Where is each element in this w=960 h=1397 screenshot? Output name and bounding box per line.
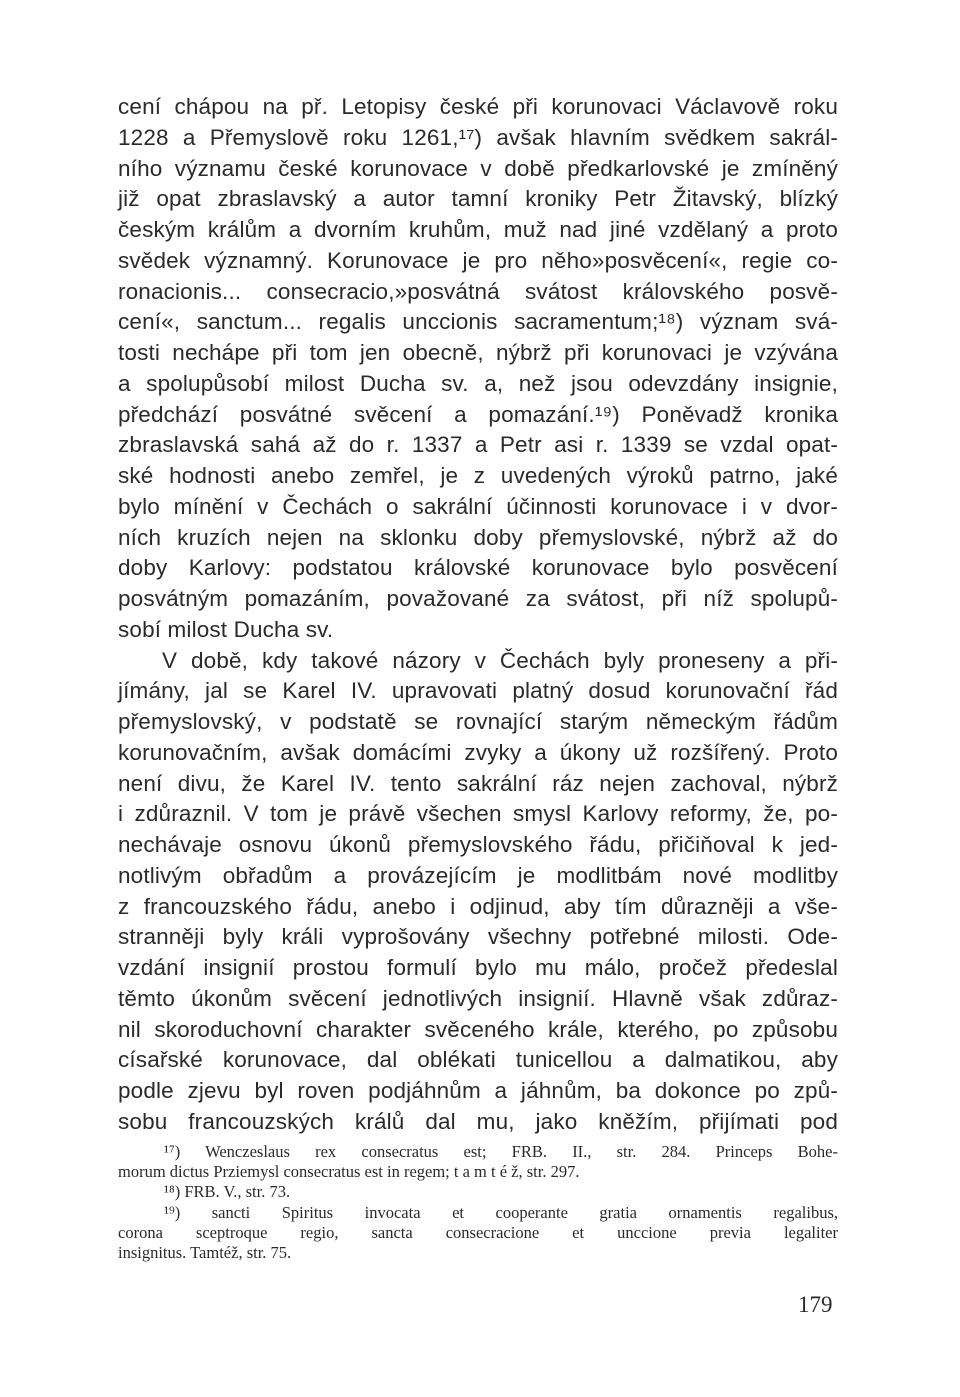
- text-line: ské hodnosti anebo zemřel, je z uvedených výroků patrno, jaké: [118, 463, 838, 488]
- text-line: českým králům a dvorním kruhům, muž nad jiné vzdělaný a proto: [118, 217, 838, 242]
- text-line: již opat zbraslavský a autor tamní kroniky Petr Žitavský, blízký: [118, 186, 838, 212]
- text-line: císařské korunovace, dal oblékati tunicellou a dalmatikou, aby: [118, 1047, 838, 1073]
- text-line: přemyslovský, v podstatě se rovnající starým německým řádům: [118, 709, 838, 734]
- text-line: nechávaje osnovu úkonů přemyslovského řádu, přičiňoval k jed-: [118, 832, 838, 857]
- text-line: cení chápou na př. Letopisy české při korunovaci Václavově roku: [118, 94, 838, 119]
- page-number: 179: [798, 1292, 833, 1317]
- footnote-19-line: corona sceptroque regio, sancta consecracione et unccione previa legaliter: [118, 1222, 838, 1242]
- footnote-17-line: ¹⁷) Wenczeslaus rex consecratus est; FRB. II., str. 284. Princeps Bohe-: [164, 1142, 838, 1161]
- text-line: ního významu české korunovace v době předkarlovské je zmíněný: [118, 155, 838, 181]
- body-text: [118, 92, 838, 1138]
- text-line: sobu francouzských králů dal mu, jako kněžím, přijímati pod: [118, 1108, 838, 1134]
- text-line: posvátným pomazáním, považované za svátost, při níž spolupů-: [118, 586, 838, 611]
- text-line: těmto úkonům svěcení jednotlivých insignií. Hlavně však zdůraz-: [118, 985, 838, 1011]
- footnotes: [118, 1142, 838, 1263]
- text-line: stranněji byly králi vyprošovány všechny potřebné milosti. Ode-: [118, 924, 838, 950]
- text-line: podle zjevu byl roven podjáhnům a jáhnům, ba dokonce po způ-: [118, 1078, 838, 1103]
- footnote-17-line: morum dictus Prziemysl consecratus est in regem; t a m t é ž, str. 297.: [118, 1162, 580, 1182]
- text-line: vzdání insignií prostou formulí bylo mu málo, pročež předeslal: [118, 955, 838, 980]
- text-line: nil skoroduchovní charakter svěceného krále, kterého, po způsobu: [118, 1016, 838, 1042]
- text-line: korunovačním, avšak domácími zvyky a úkony už rozšířený. Proto: [118, 739, 838, 765]
- text-line: svědek významný. Korunovace je pro něho»posvěcení«, regie co-: [118, 247, 838, 273]
- text-line: jímány, jal se Karel IV. upravovati platný dosud korunovační řád: [118, 678, 838, 704]
- text-line: a spolupůsobí milost Ducha sv. a, než jsou odevzdány insignie,: [118, 370, 838, 396]
- text-line: ronacionis... consecracio,»posvátná svátost královského posvě-: [118, 278, 838, 304]
- footnote-18-line: ¹⁸) FRB. V., str. 73.: [164, 1182, 291, 1202]
- text-line: ních kruzích nejen na sklonku doby přemyslovské, nýbrž až do: [118, 524, 838, 550]
- text-line: bylo mínění v Čechách o sakrální účinnosti korunovace i v dvor-: [118, 493, 838, 519]
- text-line: zbraslavská sahá až do r. 1337 a Petr asi r. 1339 se vzdal opat-: [118, 432, 838, 458]
- text-line: doby Karlovy: podstatou královské korunovace bylo posvěcení: [118, 555, 838, 581]
- text-line: z francouzského řádu, anebo i odjinud, aby tím důrazněji a vše-: [118, 893, 838, 919]
- text-line: předchází posvátné svěcení a pomazání.¹⁹) Poněvadž kronika: [118, 401, 838, 427]
- paragraph-start-line: V době, kdy takové názory v Čechách byly proneseny a při-: [162, 647, 838, 673]
- paragraph-end-line: sobí milost Ducha sv.: [118, 616, 334, 642]
- text-line: notlivým obřadům a provázejícím je modlitbám nové modlitby: [118, 862, 838, 888]
- footnote-19-line: insignitus. Tamtéž, str. 75.: [118, 1242, 292, 1262]
- text-line: 1228 a Přemyslově roku 1261,¹⁷) avšak hlavním svědkem sakrál-: [118, 124, 838, 150]
- text-line: není divu, že Karel IV. tento sakrální ráz nejen zachoval, nýbrž: [118, 770, 838, 796]
- footnote-19-line: ¹⁹) sancti Spiritus invocata et cooperante gratia ornamentis regalibus,: [164, 1202, 838, 1222]
- text-line: cení«, sanctum... regalis unccionis sacramentum;¹⁸) význam svá-: [118, 309, 838, 335]
- text-line: i zdůraznil. V tom je právě všechen smysl Karlovy reformy, že, po-: [118, 801, 838, 827]
- page-body: [118, 92, 838, 1138]
- text-line: tosti nechápe při tom jen obecně, nýbrž při korunovaci je vzývána: [118, 340, 838, 365]
